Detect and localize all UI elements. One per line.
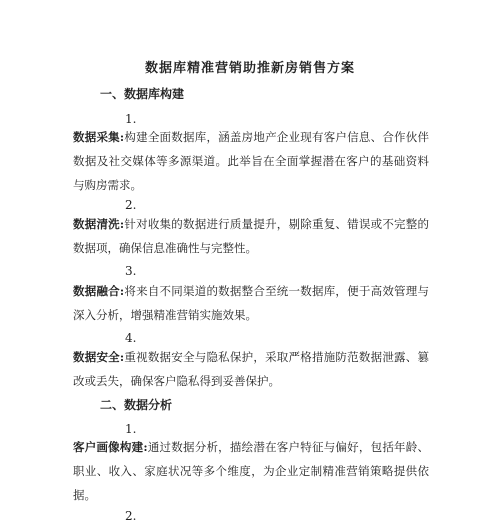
section-heading-data-analysis: 二、数据分析 [100,398,173,412]
paragraph-text: 通过数据分析，描绘潜在客户特征与偏好，包括年龄、职业、收入、家庭状况等多个维度，为企业定制精准营销策略提供依据。 [73,440,430,502]
document-title: 数据库精准营销助推新房销售方案 [144,61,355,76]
item-number: 2. [125,198,137,212]
paragraph-data-collection [73,125,429,197]
item-number: 2. [125,509,137,523]
paragraph-label: 数据采集: [73,130,125,144]
item-number: 3. [125,264,137,278]
item-number: 1. [125,422,137,436]
paragraph-text: 针对收集的数据进行质量提升，剔除重复、错误或不完整的数据项，确保信息准确性与完整性。 [73,217,430,255]
item-number: 1. [125,112,137,126]
paragraph-label: 数据清洗: [73,217,125,231]
paragraph-label: 客户画像构建: [73,440,148,454]
paragraph-text: 将来自不同渠道的数据整合至统一数据库，便于高效管理与深入分析，增强精准营销实施效果。 [73,284,430,322]
paragraph-text: 构建全面数据库，涵盖房地产企业现有客户信息、合作伙伴数据及社交媒体等多源渠道。此举旨在全面掌握潜在客户的基础资料与购房需求。 [73,130,430,192]
item-number: 4. [125,331,137,345]
paragraph-text: 重视数据安全与隐私保护，采取严格措施防范数据泄露、篡改或丢失，确保客户隐私得到妥善保护。 [73,350,430,388]
paragraph-label: 数据安全: [73,350,125,364]
paragraph-customer-profile [73,435,429,507]
paragraph-data-security [73,345,429,393]
paragraph-data-cleaning [73,212,429,260]
paragraph-label: 数据融合: [73,284,125,298]
section-heading-database-construction: 一、数据库构建 [100,87,185,101]
paragraph-data-fusion [73,279,429,327]
